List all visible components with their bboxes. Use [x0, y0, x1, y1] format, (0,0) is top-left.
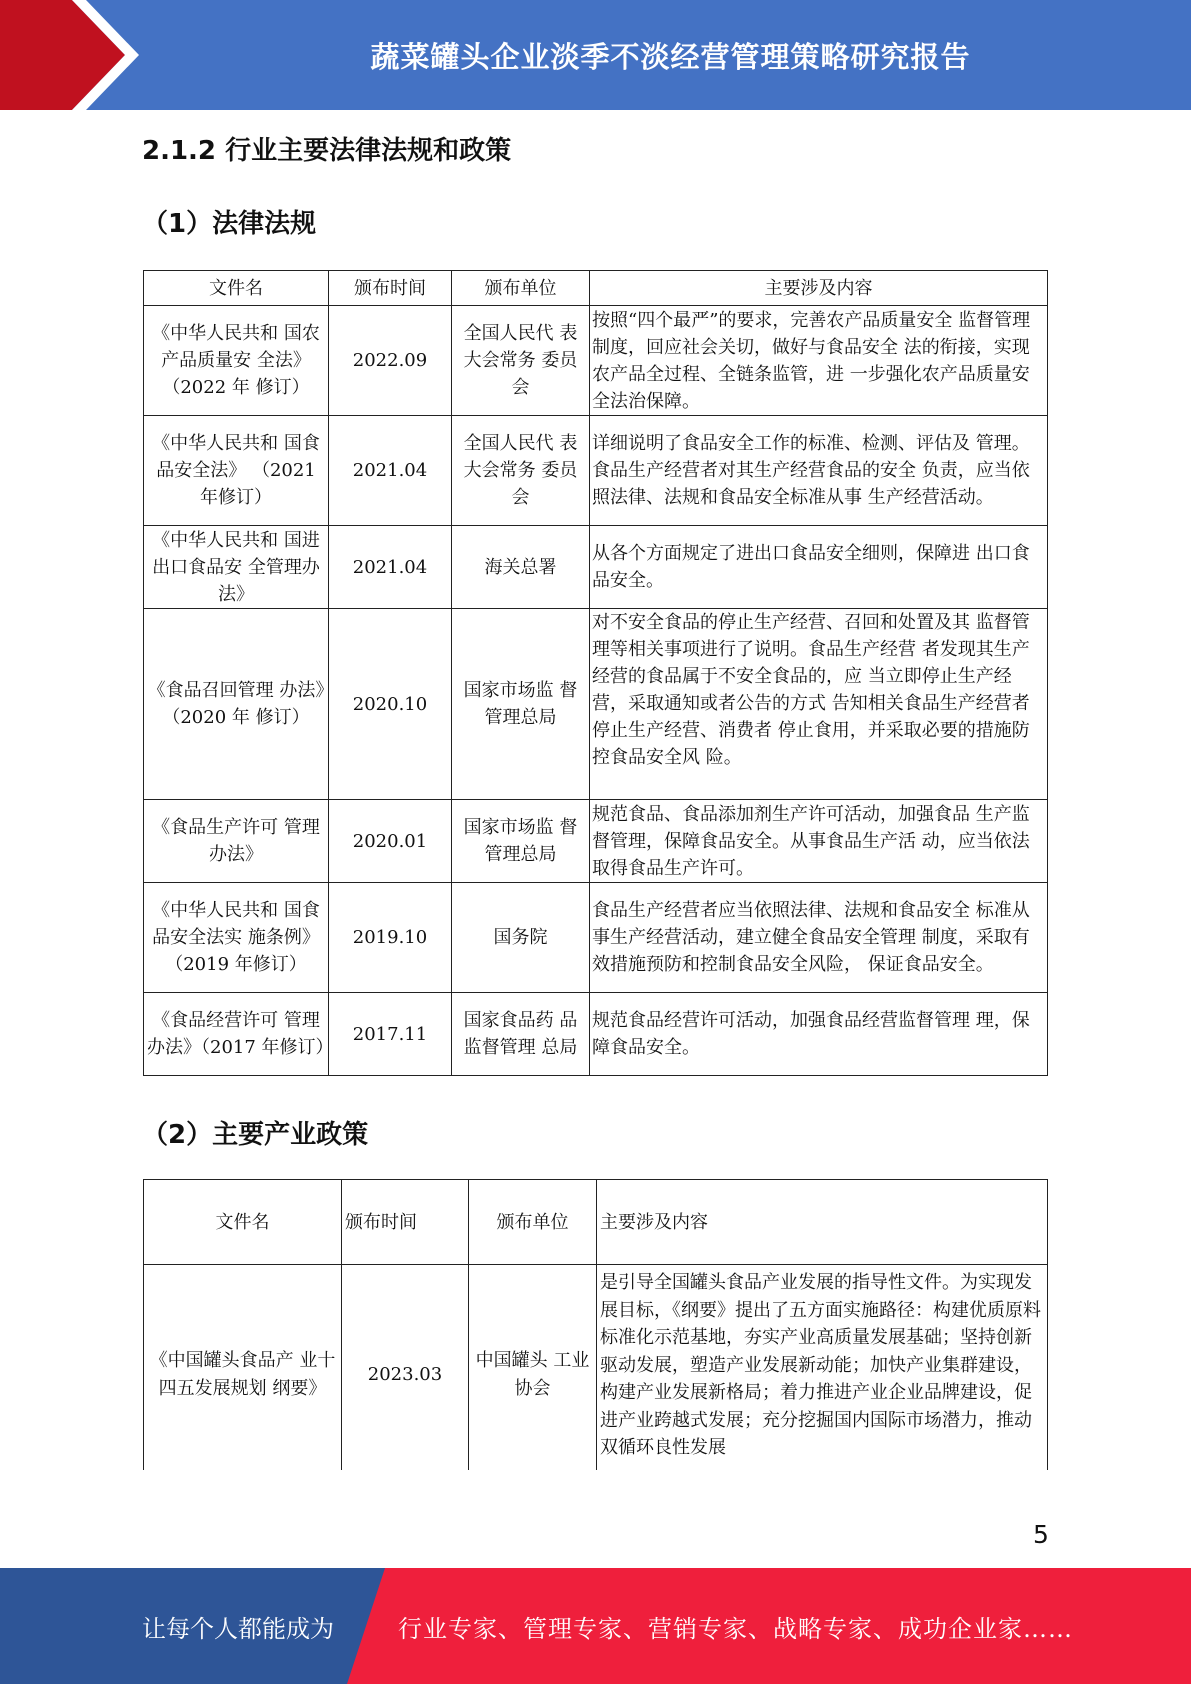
- content-summary: 规范食品经营许可活动，加强食品经营监督管理 理，保障食品安全。: [590, 993, 1048, 1076]
- column-header: 颁布单位: [452, 271, 590, 306]
- document-name: 《中华人民共和 国农产品质量安 全法》（2022 年 修订）: [144, 306, 329, 416]
- report-title: 蔬菜罐头企业淡季不淡经营管理策略研究报告: [370, 39, 971, 74]
- table-header-row: [144, 271, 1048, 306]
- table-row: [144, 526, 1048, 609]
- footer-slogan-left: 让每个人都能成为: [142, 1614, 334, 1643]
- issuing-body: 国务院: [452, 883, 590, 993]
- laws-heading: （1）法律法规: [142, 209, 317, 239]
- issue-date: 2021.04: [329, 416, 452, 526]
- page-number: 5: [1033, 1520, 1049, 1549]
- issuing-body: 国家市场监 督管理总局: [452, 609, 590, 800]
- policies-heading: （2）主要产业政策: [142, 1120, 369, 1150]
- column-header: 颁布时间: [329, 271, 452, 306]
- content-summary: 按照“四个最严”的要求，完善农产品质量安全 监督管理制度，回应社会关切，做好与食品安全 法的衔接，实现农产品全过程、全链条监管，进 一步强化农产品质量安全法治保障。: [590, 306, 1048, 416]
- issuing-body: 海关总署: [452, 526, 590, 609]
- issue-date: 2022.09: [329, 306, 452, 416]
- content-summary: 从各个方面规定了进出口食品安全细则，保障进 出口食品安全。: [590, 526, 1048, 609]
- column-header: 文件名: [144, 1180, 342, 1265]
- table-row: [144, 306, 1048, 416]
- column-header: 主要涉及内容: [597, 1180, 1048, 1265]
- document-name: 《食品经营许可 管理办法》（2017 年修订）: [144, 993, 329, 1076]
- table-row: [144, 1265, 1048, 1471]
- column-header: 颁布单位: [469, 1180, 597, 1265]
- laws-table: [143, 270, 1048, 1076]
- content-summary: 规范食品、食品添加剂生产许可活动，加强食品 生产监督管理，保障食品安全。从事食品生产活 动，应当依法取得食品生产许可。: [590, 800, 1048, 883]
- issue-date: 2020.10: [329, 609, 452, 800]
- content-summary: 是引导全国罐头食品产业发展的指导性文件。为实现发展目标，《纲要》提出了五方面实施路径：构建优质原料标准化示范基地，夯实产业高质量发展基础；坚持创新驱动发展，塑造产业发展新动能；加快产业集群建设，构建产业发展新格局；着力推进产业企业品牌建设，促进产业跨越式发展；充分挖掘国内国际市场潜力，推动双循环良性发展: [597, 1265, 1048, 1471]
- issue-date: 2020.01: [329, 800, 452, 883]
- document-name: 《中国罐头食品产 业十四五发展规划 纲要》: [144, 1265, 342, 1471]
- table-row: [144, 416, 1048, 526]
- table-row: [144, 800, 1048, 883]
- issuing-body: 国家市场监 督管理总局: [452, 800, 590, 883]
- issuing-body: 中国罐头 工业协会: [469, 1265, 597, 1471]
- content-summary: 食品生产经营者应当依照法律、法规和食品安全 标准从事生产经营活动，建立健全食品安全管理 制度，采取有效措施预防和控制食品安全风险， 保证食品安全。: [590, 883, 1048, 993]
- page-footer: [0, 1568, 1191, 1684]
- column-header: 主要涉及内容: [590, 271, 1048, 306]
- content-summary: 详细说明了食品安全工作的标准、检测、评估及 管理。食品生产经营者对其生产经营食品的安全 负责，应当依照法律、法规和食品安全标准从事 生产经营活动。: [590, 416, 1048, 526]
- issue-date: 2023.03: [342, 1265, 469, 1471]
- column-header: 文件名: [144, 271, 329, 306]
- issuing-body: 国家食品药 品监督管理 总局: [452, 993, 590, 1076]
- table-row: [144, 993, 1048, 1076]
- document-name: 《食品召回管理 办法》（2020 年 修订）: [144, 609, 329, 800]
- policies-table: [143, 1179, 1048, 1470]
- issue-date: 2021.04: [329, 526, 452, 609]
- footer-slogan-right: 行业专家、管理专家、营销专家、战略专家、成功企业家……: [398, 1614, 1073, 1643]
- issue-date: 2019.10: [329, 883, 452, 993]
- policies-table-container: [143, 1179, 1048, 1470]
- issuing-body: 全国人民代 表大会常务 委员会: [452, 306, 590, 416]
- table-header-row: [144, 1180, 1048, 1265]
- table-row: [144, 883, 1048, 993]
- issuing-body: 全国人民代 表大会常务 委员会: [452, 416, 590, 526]
- page-header: [0, 0, 1191, 110]
- document-name: 《中华人民共和 国食品安全法实 施条例》（2019 年修订）: [144, 883, 329, 993]
- document-name: 《中华人民共和 国食品安全法》 （2021 年修订）: [144, 416, 329, 526]
- table-row: [144, 609, 1048, 800]
- header-red-arrow-decoration: [0, 0, 150, 110]
- section-heading: 2.1.2 行业主要法律法规和政策: [142, 136, 512, 166]
- content-summary: 对不安全食品的停止生产经营、召回和处置及其 监督管理等相关事项进行了说明。食品生产经营 者发现其生产经营的食品属于不安全食品的，应 当立即停止生产经营，采取通知或者公告的方式 告知相关食品生产经营者停止生产经营、消费者 停止食用，并采取必要的措施防控食品安全风 险。: [590, 609, 1048, 800]
- document-name: 《食品生产许可 管理办法》: [144, 800, 329, 883]
- issue-date: 2017.11: [329, 993, 452, 1076]
- column-header: 颁布时间: [342, 1180, 469, 1265]
- document-name: 《中华人民共和 国进出口食品安 全管理办法》: [144, 526, 329, 609]
